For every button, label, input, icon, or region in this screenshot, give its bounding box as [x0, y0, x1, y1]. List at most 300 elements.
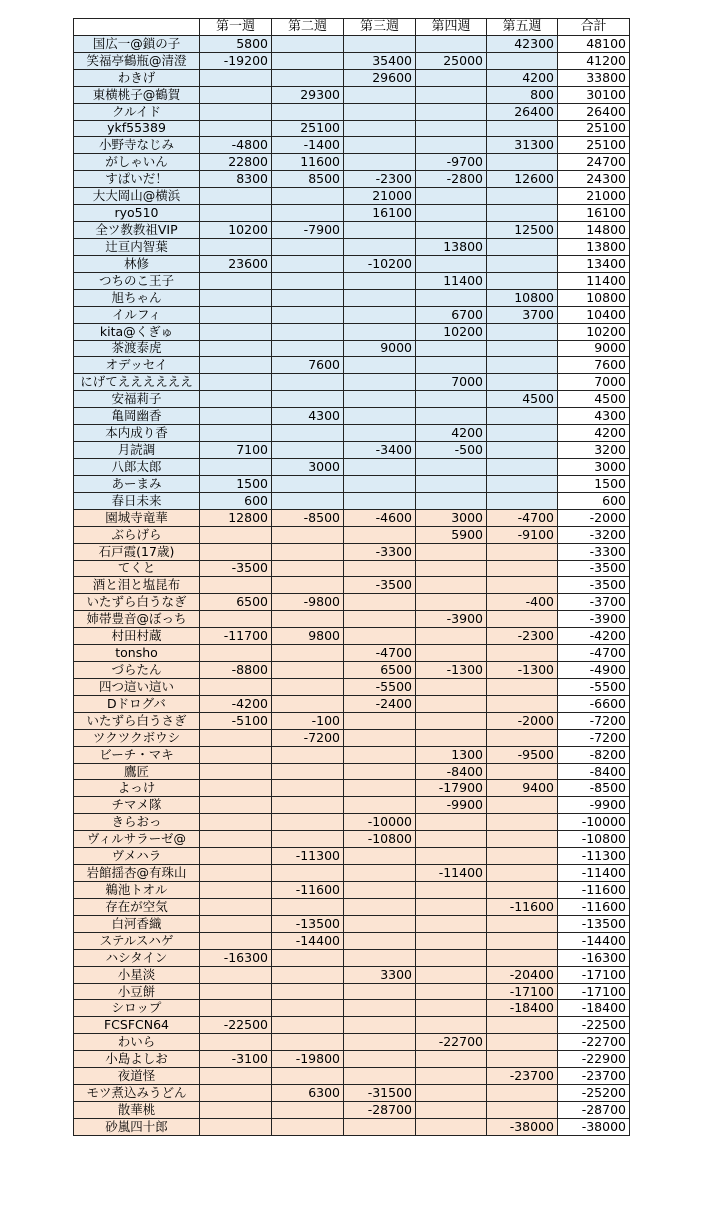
total-score-cell: 3200 — [558, 442, 630, 459]
table-row — [74, 1085, 630, 1102]
total-score-cell: -11400 — [558, 865, 630, 882]
total-score-cell: -18400 — [558, 1000, 630, 1017]
week3-score-cell: -3400 — [344, 442, 416, 459]
empty-slash-cell — [416, 188, 487, 205]
total-score-cell: -16300 — [558, 949, 630, 966]
player-name-cell: Dドログバ — [74, 695, 200, 712]
total-score-cell: 4200 — [558, 425, 630, 442]
empty-slash-cell — [487, 238, 558, 255]
total-score-cell: 16100 — [558, 205, 630, 222]
empty-slash-cell — [272, 526, 344, 543]
week1-score-cell: 23600 — [200, 255, 272, 272]
table-row — [74, 898, 630, 915]
player-name-cell: ryo510 — [74, 205, 200, 222]
empty-slash-cell — [200, 780, 272, 797]
week4-score-cell: -500 — [416, 442, 487, 459]
empty-slash-cell — [200, 120, 272, 137]
empty-slash-cell — [344, 222, 416, 239]
week2-score-cell: 9800 — [272, 628, 344, 645]
empty-slash-cell — [344, 238, 416, 255]
empty-slash-cell — [487, 188, 558, 205]
empty-slash-cell — [272, 425, 344, 442]
empty-slash-cell — [272, 255, 344, 272]
empty-slash-cell — [344, 763, 416, 780]
empty-slash-cell — [487, 408, 558, 425]
table-row — [74, 746, 630, 763]
week4-score-cell: -9900 — [416, 797, 487, 814]
week3-score-cell: -10000 — [344, 814, 416, 831]
table-row — [74, 594, 630, 611]
table-row — [74, 1051, 630, 1068]
empty-slash-cell — [344, 1068, 416, 1085]
week1-score-cell: 1500 — [200, 475, 272, 492]
empty-slash-cell — [344, 932, 416, 949]
table-row — [74, 391, 630, 408]
player-name-cell: 園城寺竜華 — [74, 509, 200, 526]
empty-slash-cell — [200, 983, 272, 1000]
empty-slash-cell — [344, 526, 416, 543]
empty-slash-cell — [272, 475, 344, 492]
empty-slash-cell — [487, 1034, 558, 1051]
empty-slash-cell — [200, 272, 272, 289]
empty-slash-cell — [272, 746, 344, 763]
total-score-cell: 10800 — [558, 289, 630, 306]
week4-score-cell: -11400 — [416, 865, 487, 882]
empty-slash-cell — [200, 188, 272, 205]
empty-slash-cell — [487, 1102, 558, 1119]
week1-score-cell: 7100 — [200, 442, 272, 459]
table-row — [74, 831, 630, 848]
empty-slash-cell — [344, 797, 416, 814]
empty-slash-cell — [487, 52, 558, 69]
total-score-cell: -11300 — [558, 848, 630, 865]
week3-score-cell: 6500 — [344, 662, 416, 679]
player-name-cell: ぶらげら — [74, 526, 200, 543]
total-score-cell: 48100 — [558, 35, 630, 52]
empty-slash-cell — [272, 678, 344, 695]
table-row — [74, 678, 630, 695]
table-row — [74, 848, 630, 865]
week4-score-cell: -3900 — [416, 611, 487, 628]
week2-score-cell: 6300 — [272, 1085, 344, 1102]
player-name-cell: 旭ちゃん — [74, 289, 200, 306]
week3-score-cell: -4700 — [344, 645, 416, 662]
week5-score-cell: 42300 — [487, 35, 558, 52]
week2-score-cell: 3000 — [272, 458, 344, 475]
table-row — [74, 289, 630, 306]
total-score-cell: -17100 — [558, 983, 630, 1000]
total-score-cell: 41200 — [558, 52, 630, 69]
player-name-cell: づらたん — [74, 662, 200, 679]
week1-score-cell: 22800 — [200, 154, 272, 171]
empty-slash-cell — [272, 949, 344, 966]
week4-score-cell: 11400 — [416, 272, 487, 289]
empty-slash-cell — [416, 340, 487, 357]
player-name-cell: がしゃいん — [74, 154, 200, 171]
empty-slash-cell — [272, 814, 344, 831]
week1-score-cell: -3500 — [200, 560, 272, 577]
empty-slash-cell — [272, 103, 344, 120]
week3-score-cell: -10800 — [344, 831, 416, 848]
empty-slash-cell — [487, 323, 558, 340]
player-name-cell: 八郎太郎 — [74, 458, 200, 475]
empty-slash-cell — [200, 763, 272, 780]
table-row — [74, 171, 630, 188]
player-name-cell: 夜道怪 — [74, 1068, 200, 1085]
table-row — [74, 763, 630, 780]
total-score-cell: -3700 — [558, 594, 630, 611]
week2-score-cell: 25100 — [272, 120, 344, 137]
week5-score-cell: -2300 — [487, 628, 558, 645]
empty-slash-cell — [344, 492, 416, 509]
empty-slash-cell — [200, 323, 272, 340]
empty-slash-cell — [272, 662, 344, 679]
empty-slash-cell — [272, 1118, 344, 1135]
week2-score-cell: -7900 — [272, 222, 344, 239]
empty-slash-cell — [487, 848, 558, 865]
week3-score-cell: 16100 — [344, 205, 416, 222]
player-name-cell: あーまみ — [74, 475, 200, 492]
empty-slash-cell — [344, 272, 416, 289]
player-name-cell: オデッセイ — [74, 357, 200, 374]
empty-slash-cell — [487, 645, 558, 662]
week2-score-cell: -13500 — [272, 915, 344, 932]
table-row — [74, 1068, 630, 1085]
table-row — [74, 712, 630, 729]
total-score-cell: 33800 — [558, 69, 630, 86]
empty-slash-cell — [344, 306, 416, 323]
player-name-cell: きらおっ — [74, 814, 200, 831]
table-row — [74, 52, 630, 69]
player-name-cell: 岩館揺杏@有珠山 — [74, 865, 200, 882]
empty-slash-cell — [200, 391, 272, 408]
week1-score-cell: -22500 — [200, 1017, 272, 1034]
empty-slash-cell — [487, 492, 558, 509]
player-name-cell: ハシタイン — [74, 949, 200, 966]
player-name-cell: にげてええええええ — [74, 374, 200, 391]
week3-score-cell: -31500 — [344, 1085, 416, 1102]
empty-slash-cell — [344, 408, 416, 425]
empty-slash-cell — [344, 86, 416, 103]
table-row — [74, 932, 630, 949]
empty-slash-cell — [272, 1017, 344, 1034]
table-row — [74, 374, 630, 391]
empty-slash-cell — [487, 560, 558, 577]
week1-score-cell: 10200 — [200, 222, 272, 239]
week1-score-cell: 8300 — [200, 171, 272, 188]
empty-slash-cell — [487, 1085, 558, 1102]
week4-score-cell: 10200 — [416, 323, 487, 340]
total-score-cell: 30100 — [558, 86, 630, 103]
total-score-cell: 7600 — [558, 357, 630, 374]
empty-slash-cell — [272, 898, 344, 915]
week5-score-cell: 4200 — [487, 69, 558, 86]
player-name-cell: 全ツ教教祖VIP — [74, 222, 200, 239]
empty-slash-cell — [344, 712, 416, 729]
empty-slash-cell — [344, 983, 416, 1000]
total-score-cell: -4700 — [558, 645, 630, 662]
empty-slash-cell — [487, 272, 558, 289]
week5-score-cell: 9400 — [487, 780, 558, 797]
week3-score-cell: -2300 — [344, 171, 416, 188]
total-score-cell: -4900 — [558, 662, 630, 679]
week2-score-cell: -11300 — [272, 848, 344, 865]
empty-slash-cell — [416, 678, 487, 695]
empty-slash-cell — [487, 797, 558, 814]
total-score-cell: -8200 — [558, 746, 630, 763]
total-score-cell: 9000 — [558, 340, 630, 357]
player-name-cell: 四つ這い這い — [74, 678, 200, 695]
week2-score-cell: -100 — [272, 712, 344, 729]
player-name-cell: てくと — [74, 560, 200, 577]
week5-score-cell: -17100 — [487, 983, 558, 1000]
table-row — [74, 865, 630, 882]
empty-slash-cell — [416, 69, 487, 86]
total-score-cell: 21000 — [558, 188, 630, 205]
header-row — [74, 19, 630, 36]
empty-slash-cell — [344, 374, 416, 391]
table-row — [74, 1118, 630, 1135]
week4-score-cell: -17900 — [416, 780, 487, 797]
total-score-cell: 3000 — [558, 458, 630, 475]
player-name-cell: 石戸霞(17歳) — [74, 543, 200, 560]
header-week3: 第三週 — [344, 19, 416, 36]
player-name-cell: ツクツクボウシ — [74, 729, 200, 746]
week5-score-cell: 31300 — [487, 137, 558, 154]
table-row — [74, 949, 630, 966]
week5-score-cell: -20400 — [487, 966, 558, 983]
empty-slash-cell — [200, 86, 272, 103]
player-name-cell: 国広一@鎖の子 — [74, 35, 200, 52]
week5-score-cell: -38000 — [487, 1118, 558, 1135]
total-score-cell: 10200 — [558, 323, 630, 340]
empty-slash-cell — [200, 898, 272, 915]
week2-score-cell: -7200 — [272, 729, 344, 746]
empty-slash-cell — [487, 678, 558, 695]
total-score-cell: 24700 — [558, 154, 630, 171]
empty-slash-cell — [344, 729, 416, 746]
total-score-cell: -5500 — [558, 678, 630, 695]
week1-score-cell: 12800 — [200, 509, 272, 526]
empty-slash-cell — [487, 543, 558, 560]
empty-slash-cell — [200, 69, 272, 86]
week2-score-cell: 8500 — [272, 171, 344, 188]
player-name-cell: 安福莉子 — [74, 391, 200, 408]
player-name-cell: わきげ — [74, 69, 200, 86]
empty-slash-cell — [344, 425, 416, 442]
table-row — [74, 882, 630, 899]
empty-slash-cell — [487, 577, 558, 594]
empty-slash-cell — [487, 814, 558, 831]
week5-score-cell: -9500 — [487, 746, 558, 763]
score-table — [73, 18, 630, 1136]
week3-score-cell: -3500 — [344, 577, 416, 594]
empty-slash-cell — [416, 898, 487, 915]
empty-slash-cell — [416, 222, 487, 239]
player-name-cell: チマメ隊 — [74, 797, 200, 814]
total-score-cell: 13400 — [558, 255, 630, 272]
player-name-cell: 鵜池トオル — [74, 882, 200, 899]
table-row — [74, 103, 630, 120]
player-name-cell: クルイド — [74, 103, 200, 120]
empty-slash-cell — [416, 543, 487, 560]
empty-slash-cell — [200, 374, 272, 391]
empty-slash-cell — [487, 882, 558, 899]
empty-slash-cell — [200, 678, 272, 695]
empty-slash-cell — [416, 255, 487, 272]
week5-score-cell: 26400 — [487, 103, 558, 120]
empty-slash-cell — [272, 306, 344, 323]
table-row — [74, 966, 630, 983]
table-row — [74, 238, 630, 255]
empty-slash-cell — [200, 357, 272, 374]
table-body — [74, 35, 630, 1135]
empty-slash-cell — [200, 1102, 272, 1119]
empty-slash-cell — [344, 560, 416, 577]
week2-score-cell: -1400 — [272, 137, 344, 154]
total-score-cell: -14400 — [558, 932, 630, 949]
empty-slash-cell — [416, 1118, 487, 1135]
empty-slash-cell — [344, 120, 416, 137]
empty-slash-cell — [344, 1017, 416, 1034]
empty-slash-cell — [416, 120, 487, 137]
week1-score-cell: 600 — [200, 492, 272, 509]
empty-slash-cell — [487, 1051, 558, 1068]
empty-slash-cell — [344, 1118, 416, 1135]
player-name-cell: 砂嵐四十郎 — [74, 1118, 200, 1135]
week5-score-cell: 12500 — [487, 222, 558, 239]
total-score-cell: 4300 — [558, 408, 630, 425]
empty-slash-cell — [200, 238, 272, 255]
total-score-cell: -8500 — [558, 780, 630, 797]
table-row — [74, 509, 630, 526]
empty-slash-cell — [487, 831, 558, 848]
player-name-cell: 小豆餅 — [74, 983, 200, 1000]
week1-score-cell: -5100 — [200, 712, 272, 729]
empty-slash-cell — [272, 238, 344, 255]
empty-slash-cell — [487, 915, 558, 932]
empty-slash-cell — [487, 120, 558, 137]
empty-slash-cell — [344, 611, 416, 628]
player-name-cell: すぱいだ！ — [74, 171, 200, 188]
week1-score-cell: -4200 — [200, 695, 272, 712]
total-score-cell: 25100 — [558, 137, 630, 154]
player-name-cell: 存在が空気 — [74, 898, 200, 915]
table-row — [74, 137, 630, 154]
empty-slash-cell — [200, 1118, 272, 1135]
empty-slash-cell — [344, 882, 416, 899]
empty-slash-cell — [272, 374, 344, 391]
week5-score-cell: -23700 — [487, 1068, 558, 1085]
empty-slash-cell — [344, 949, 416, 966]
empty-slash-cell — [416, 357, 487, 374]
empty-slash-cell — [200, 611, 272, 628]
player-name-cell: モツ煮込みうどん — [74, 1085, 200, 1102]
table-row — [74, 780, 630, 797]
total-score-cell: 25100 — [558, 120, 630, 137]
table-row — [74, 442, 630, 459]
week5-score-cell: -1300 — [487, 662, 558, 679]
week2-score-cell: 7600 — [272, 357, 344, 374]
empty-slash-cell — [487, 865, 558, 882]
player-name-cell: わいら — [74, 1034, 200, 1051]
empty-slash-cell — [416, 712, 487, 729]
table-row — [74, 577, 630, 594]
empty-slash-cell — [272, 492, 344, 509]
total-score-cell: -8400 — [558, 763, 630, 780]
player-name-cell: 鷹匠 — [74, 763, 200, 780]
empty-slash-cell — [272, 323, 344, 340]
week4-score-cell: 5900 — [416, 526, 487, 543]
total-score-cell: -3300 — [558, 543, 630, 560]
player-name-cell: よっけ — [74, 780, 200, 797]
empty-slash-cell — [344, 323, 416, 340]
empty-slash-cell — [272, 560, 344, 577]
total-score-cell: 26400 — [558, 103, 630, 120]
table-row — [74, 662, 630, 679]
table-row — [74, 1034, 630, 1051]
table-row — [74, 797, 630, 814]
empty-slash-cell — [200, 814, 272, 831]
empty-slash-cell — [487, 932, 558, 949]
week4-score-cell: -2800 — [416, 171, 487, 188]
player-name-cell: kita@くぎゅ — [74, 323, 200, 340]
empty-slash-cell — [344, 137, 416, 154]
empty-slash-cell — [272, 1102, 344, 1119]
week4-score-cell: 6700 — [416, 306, 487, 323]
total-score-cell: -22500 — [558, 1017, 630, 1034]
week1-score-cell: -19200 — [200, 52, 272, 69]
empty-slash-cell — [272, 780, 344, 797]
empty-slash-cell — [344, 780, 416, 797]
table-row — [74, 35, 630, 52]
player-name-cell: ヴメハラ — [74, 848, 200, 865]
empty-slash-cell — [487, 695, 558, 712]
empty-slash-cell — [416, 492, 487, 509]
empty-slash-cell — [416, 1017, 487, 1034]
table-row — [74, 458, 630, 475]
table-row — [74, 86, 630, 103]
week2-score-cell: -9800 — [272, 594, 344, 611]
empty-slash-cell — [416, 628, 487, 645]
total-score-cell: -11600 — [558, 898, 630, 915]
table-row — [74, 560, 630, 577]
empty-slash-cell — [487, 442, 558, 459]
total-score-cell: 4500 — [558, 391, 630, 408]
empty-slash-cell — [416, 137, 487, 154]
week5-score-cell: -9100 — [487, 526, 558, 543]
total-score-cell: 11400 — [558, 272, 630, 289]
week3-score-cell: -28700 — [344, 1102, 416, 1119]
player-name-cell: FCSFCN64 — [74, 1017, 200, 1034]
empty-slash-cell — [416, 729, 487, 746]
empty-slash-cell — [487, 729, 558, 746]
empty-slash-cell — [487, 340, 558, 357]
player-name-cell: 本内成り香 — [74, 425, 200, 442]
player-name-cell: つちのこ王子 — [74, 272, 200, 289]
empty-slash-cell — [416, 103, 487, 120]
empty-slash-cell — [200, 865, 272, 882]
player-name-cell: 大大岡山@横浜 — [74, 188, 200, 205]
empty-slash-cell — [416, 1000, 487, 1017]
empty-slash-cell — [200, 729, 272, 746]
empty-slash-cell — [200, 425, 272, 442]
table-row — [74, 222, 630, 239]
empty-slash-cell — [200, 645, 272, 662]
week5-score-cell: 800 — [487, 86, 558, 103]
player-name-cell: ヴィルサラーゼ@ — [74, 831, 200, 848]
player-name-cell: ステルスハゲ — [74, 932, 200, 949]
